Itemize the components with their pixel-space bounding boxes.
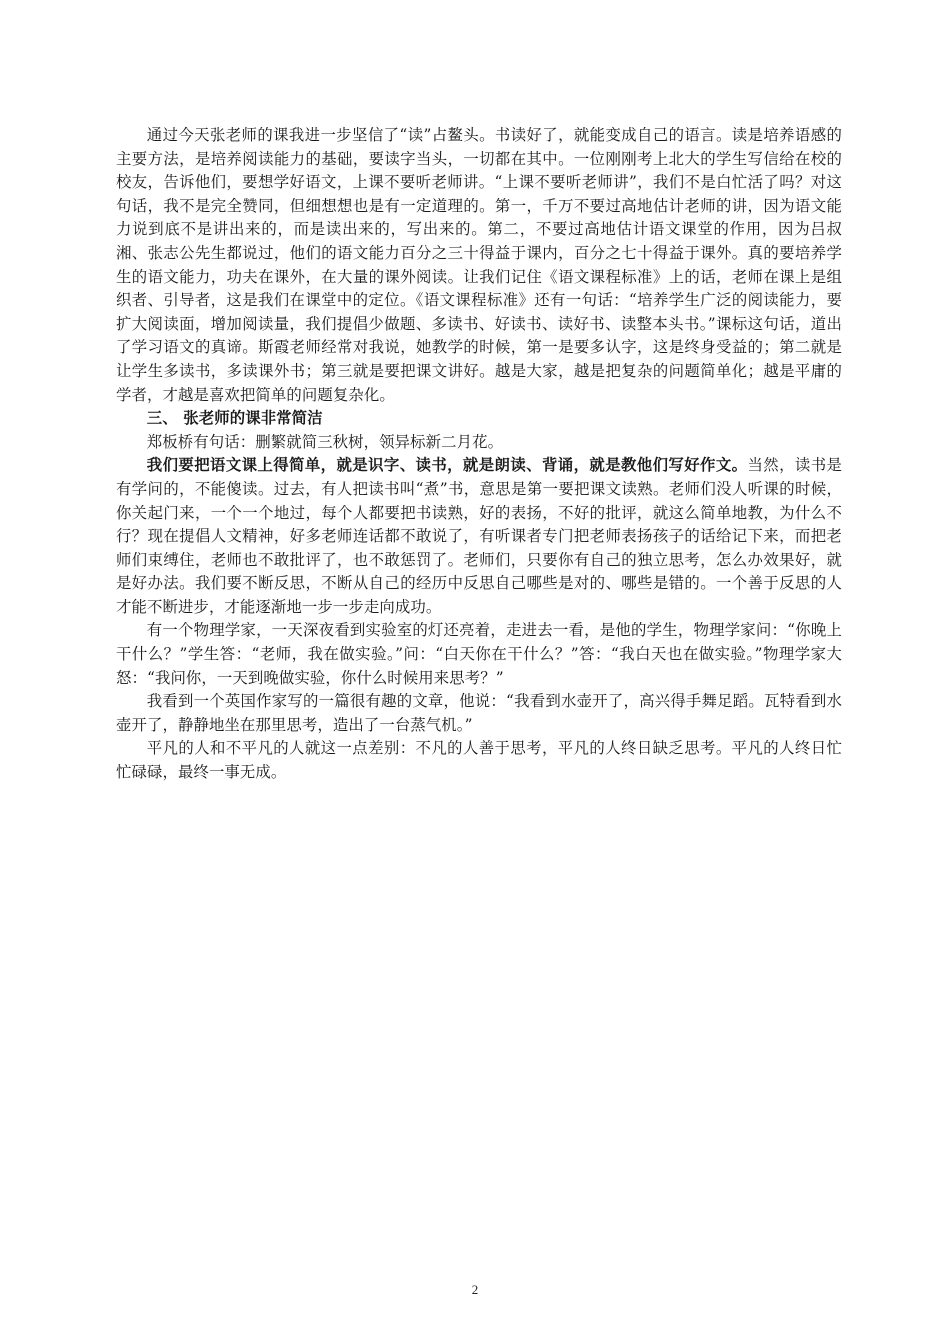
section-heading xyxy=(116,407,842,431)
document-body xyxy=(116,124,842,785)
paragraph-text: 有一个物理学家，一天深夜看到实验室的灯还亮着，走进去一看，是他的学生，物理学家问：“你晚上干什么？”学生答：“老师，我在做实验。”问：“白天你在干什么？”答：“我白天也在做实验。”物理学家大怒：“我问你，一天到晚做实验，你什么时候用来思考？” xyxy=(116,621,842,687)
paragraph-text: 通过今天张老师的课我进一步坚信了“读”占鳌头。书读好了，就能变成自己的语言。读是培养语感的主要方法，是培养阅读能力的基础，要读字当头，一切都在其中。一位刚刚考上北大的学生写信给在校的校友，告诉他们，要想学好语文，上课不要听老师讲。“上课不要听老师讲”，我们不是白忙活了吗？对这句话，我不是完全赞同，但细想想也是有一定道理的。第一，千万不要过高地估计老师的讲，因为语文能力说到底不是讲出来的，而是读出来的，写出来的。第二，不要过高地估计语文课堂的作用，因为吕叔湘、张志公先生都说过，他们的语文能力百分之三十得益于课内，百分之七十得益于课外。真的要培养学生的语文能力，功夫在课外，在大量的课外阅读。让我们记住《语文课程标准》上的话，老师在课上是组织者、引导者，这是我们在课堂中的定位。《语文课程标准》还有一句话：“培养学生广泛的阅读能力，要扩大阅读面，增加阅读量，我们提倡少做题、多读书、好读书、读好书、读整本头书。”课标这句话，道出了学习语文的真谛。斯霞老师经常对我说，她教学的时候，第一是要多认字，这是终身受益的；第二就是让学生多读书，多读课外书；第三就是要把课文讲好。越是大家，越是把复杂的问题简单化；越是平庸的学者，才越是喜欢把简单的问题复杂化。 xyxy=(116,126,842,404)
section-heading-text: 三、 张老师的课非常简洁 xyxy=(146,409,323,428)
paragraph-simplicity xyxy=(116,454,842,619)
paragraph-text: 我看到一个英国作家写的一篇很有趣的文章，他说：“我看到水壶开了，高兴得手舞足蹈。瓦特看到水壶开了，静静地坐在那里思考，造出了一台蒸气机。” xyxy=(116,692,842,734)
page-number: 2 xyxy=(471,1282,479,1297)
paragraph-bold-lead: 我们要把语文课上得简单，就是识字、读书，就是朗读、背诵，就是教他们写好作文。 xyxy=(146,456,748,475)
paragraph-physicist xyxy=(116,619,842,690)
paragraph-text: 郑板桥有句话：删繁就简三秋树，领异标新二月花。 xyxy=(146,432,504,451)
paragraph-text: 平凡的人和不平凡的人就这一点差别：不凡的人善于思考，平凡的人终日缺乏思考。平凡的人终日忙忙碌碌，最终一事无成。 xyxy=(116,739,842,782)
paragraph-quote xyxy=(116,431,842,455)
paragraph-watt xyxy=(116,690,842,737)
paragraph-reading xyxy=(116,124,842,407)
paragraph-conclusion xyxy=(116,737,842,784)
paragraph-text: 当然，读书是有学问的，不能傻读。过去，有人把读书叫“煮”书，意思是第一要把课文读熟。老师们没人听课的时候，你关起门来，一个一个地过，每个人都要把书读熟，好的表扬，不好的批评，就这么简单地教，为什么不行？现在提倡人文精神，好多老师连话都不敢说了，有听课者专门把老师表扬孩子的话给记下来，而把老师们束缚住，老师也不敢批评了，也不敢惩罚了。老师们，只要你有自己的独立思考，怎么办效果好，就是好办法。我们要不断反思，不断从自己的经历中反思自己哪些是对的、哪些是错的。一个善于反思的人才能不断进步，才能逐渐地一步一步走向成功。 xyxy=(116,456,842,616)
